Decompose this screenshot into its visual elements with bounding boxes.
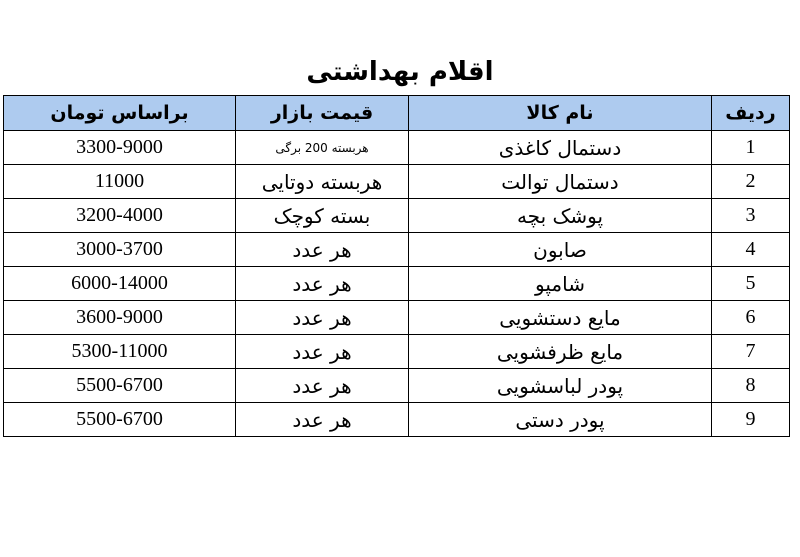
table-row [4, 403, 790, 437]
item-name: شامپو [409, 267, 712, 301]
table-row [4, 267, 790, 301]
price-range: 5300-11000 [4, 335, 236, 369]
market-price-unit: هر عدد [236, 301, 409, 335]
item-name: دستمال توالت [409, 165, 712, 199]
table-row [4, 301, 790, 335]
row-number: 6 [712, 301, 790, 335]
table-row [4, 335, 790, 369]
item-name: صابون [409, 233, 712, 267]
item-name: دستمال کاغذی [409, 131, 712, 165]
price-range: 6000-14000 [4, 267, 236, 301]
header-price-range: براساس تومان [4, 96, 236, 131]
table-row [4, 369, 790, 403]
market-price-unit: هر عدد [236, 403, 409, 437]
table-row [4, 165, 790, 199]
row-number: 9 [712, 403, 790, 437]
item-name: پودر دستی [409, 403, 712, 437]
item-name: مایع ظرفشویی [409, 335, 712, 369]
market-price-unit: هر عدد [236, 267, 409, 301]
table-row [4, 131, 790, 165]
table-row [4, 233, 790, 267]
row-number: 5 [712, 267, 790, 301]
price-range: 3000-3700 [4, 233, 236, 267]
price-range: 3600-9000 [4, 301, 236, 335]
row-number: 3 [712, 199, 790, 233]
header-market-price: قیمت بازار [236, 96, 409, 131]
table-row [4, 199, 790, 233]
market-price-unit: هر عدد [236, 335, 409, 369]
item-name: پودر لباسشویی [409, 369, 712, 403]
row-number: 4 [712, 233, 790, 267]
page-title: اقلام بهداشتی [306, 57, 494, 87]
market-price-unit: بسته کوچک [236, 199, 409, 233]
table-header-row [4, 96, 790, 131]
item-name: پوشک بچه [409, 199, 712, 233]
market-price-unit: هر عدد [236, 369, 409, 403]
market-price-unit: هر عدد [236, 233, 409, 267]
row-number: 1 [712, 131, 790, 165]
price-range: 5500-6700 [4, 369, 236, 403]
header-item-name: نام کالا [409, 96, 712, 131]
item-name: مایع دستشویی [409, 301, 712, 335]
market-price-unit: هربسته 200 برگی [236, 131, 409, 165]
hygiene-items-table [3, 95, 790, 437]
header-row-number: ردیف [712, 96, 790, 131]
market-price-unit: هربسته دوتایی [236, 165, 409, 199]
price-range: 11000 [4, 165, 236, 199]
row-number: 7 [712, 335, 790, 369]
price-range: 3300-9000 [4, 131, 236, 165]
row-number: 8 [712, 369, 790, 403]
price-range: 3200-4000 [4, 199, 236, 233]
price-range: 5500-6700 [4, 403, 236, 437]
row-number: 2 [712, 165, 790, 199]
